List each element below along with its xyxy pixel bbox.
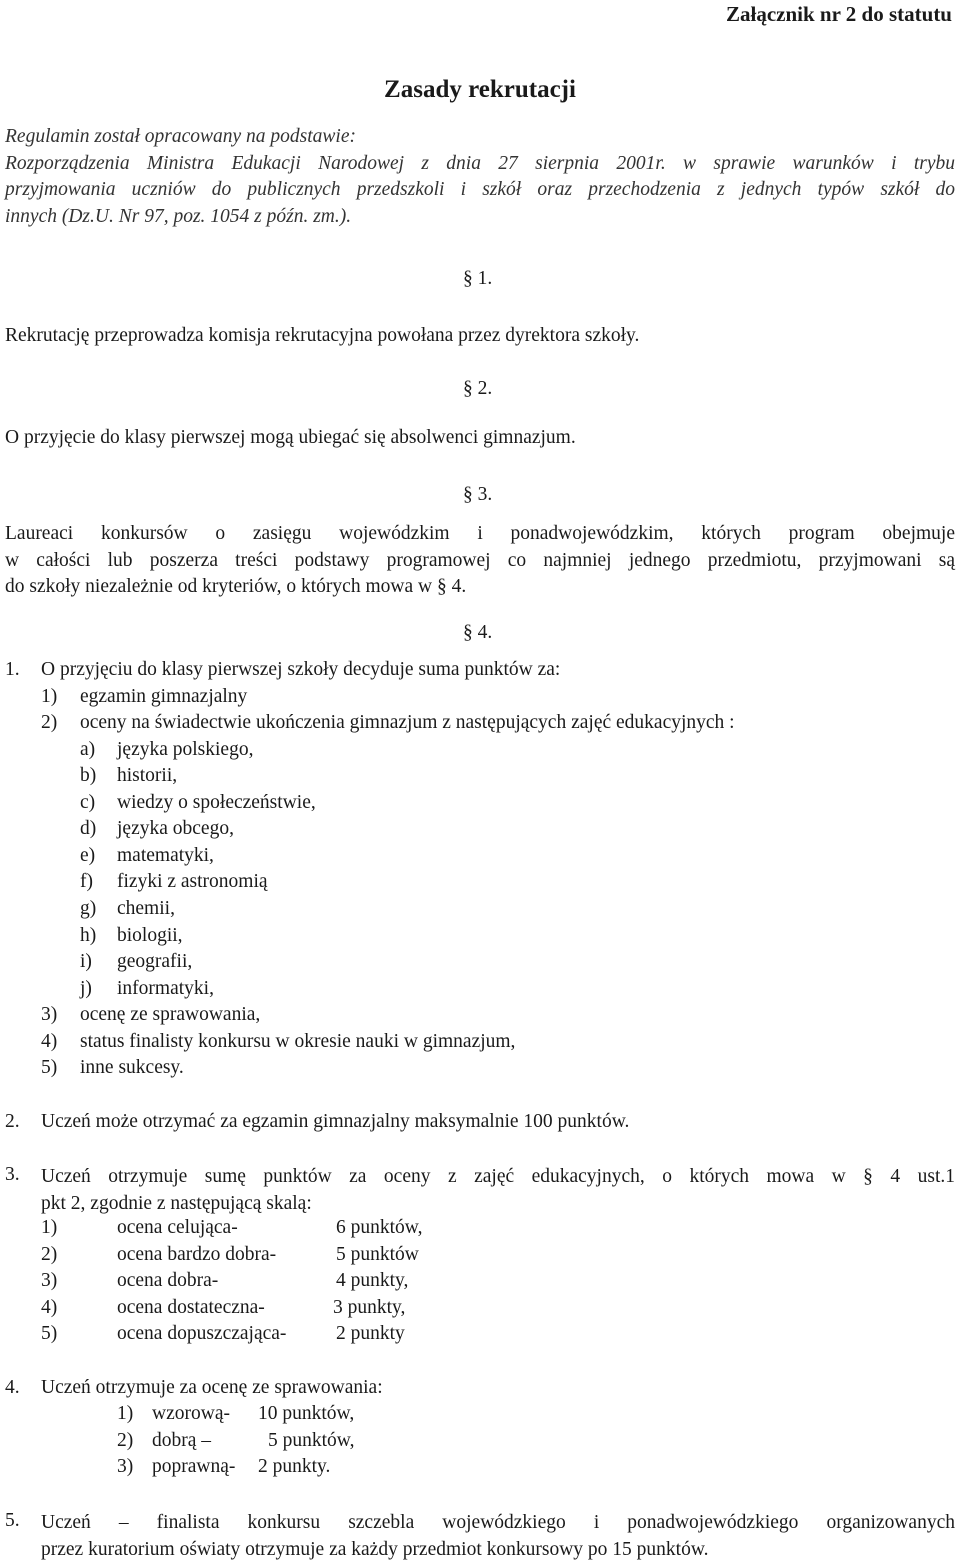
point-5-line: Uczeń – finalista konkursu szczebla wojewódzkiego i ponadwojewódzkiego organizowanych <box>41 1510 955 1537</box>
subject-letter: d) <box>80 818 96 840</box>
conduct-points: 5 punktów, <box>268 1430 354 1452</box>
grade-number: 1) <box>41 1217 57 1239</box>
grade-name: ocena dopuszczająca- <box>117 1323 286 1345</box>
basis-line: przyjmowania uczniów do publicznych przedszkoli i szkół oraz przechodzenia z jednych typów szkół do <box>5 177 955 204</box>
list-item: status finalisty konkursu w okresie nauki w gimnazjum, <box>80 1031 515 1053</box>
subject-letter: a) <box>80 739 95 761</box>
basis-line: innych (Dz.U. Nr 97, poz. 1054 z późn. zm.). <box>5 204 955 231</box>
point-3-line: Uczeń otrzymuje sumę punktów za oceny z zajęć edukacyjnych, o których mowa w § 4 ust.1 <box>41 1164 955 1191</box>
section-heading-4: § 4. <box>463 622 492 644</box>
list-number: 1) <box>41 686 57 708</box>
point-number: 4. <box>5 1377 20 1399</box>
point-5-line: przez kuratorium oświaty otrzymuje za każdy przedmiot konkursowy po 15 punktów. <box>41 1537 955 1563</box>
section-heading-1: § 1. <box>463 268 492 290</box>
point-3-text <box>41 1164 955 1217</box>
grade-name: ocena bardzo dobra- <box>117 1244 276 1266</box>
point-4-text: Uczeń otrzymuje za ocenę ze sprawowania: <box>41 1377 383 1399</box>
subject-letter: g) <box>80 898 96 920</box>
subject-letter: b) <box>80 765 96 787</box>
point-3-line: pkt 2, zgodnie z następującą skalą: <box>41 1191 955 1218</box>
subject-letter: e) <box>80 845 95 867</box>
point-1-text: O przyjęciu do klasy pierwszej szkoły decyduje suma punktów za: <box>41 659 560 681</box>
annex-label: Załącznik nr 2 do statutu <box>726 2 952 27</box>
point-number: 1. <box>5 659 20 681</box>
subject-item: chemii, <box>117 898 175 920</box>
list-item: inne sukcesy. <box>80 1057 184 1079</box>
basis-line: Regulamin został opracowany na podstawie: <box>5 124 955 151</box>
conduct-number: 3) <box>117 1456 133 1478</box>
point-5-text <box>41 1510 955 1563</box>
point-number: 2. <box>5 1111 20 1133</box>
grade-name: ocena celująca- <box>117 1217 238 1239</box>
section-3-line: do szkoły niezależnie od kryteriów, o których mowa w § 4. <box>5 574 955 601</box>
list-item: egzamin gimnazjalny <box>80 686 247 708</box>
conduct-grade: poprawną- <box>152 1456 235 1478</box>
subject-item: języka polskiego, <box>117 739 253 761</box>
list-number: 4) <box>41 1031 57 1053</box>
grade-points: 3 punkty, <box>333 1297 405 1319</box>
subject-letter: j) <box>80 978 92 1000</box>
section-heading-3: § 3. <box>463 484 492 506</box>
subject-item: matematyki, <box>117 845 214 867</box>
list-number: 2) <box>41 712 57 734</box>
point-number: 3. <box>5 1164 20 1186</box>
conduct-grade: dobrą – <box>152 1430 211 1452</box>
subject-item: historii, <box>117 765 177 787</box>
subject-letter: c) <box>80 792 95 814</box>
subject-item: informatyki, <box>117 978 214 1000</box>
basis-line: Rozporządzenia Ministra Edukacji Narodowej z dnia 27 sierpnia 2001r. w sprawie warunków i trybu <box>5 151 955 178</box>
grade-points: 5 punktów <box>336 1244 419 1266</box>
legal-basis <box>5 124 955 230</box>
section-2-text: O przyjęcie do klasy pierwszej mogą ubiegać się absolwenci gimnazjum. <box>5 427 576 449</box>
grade-points: 6 punktów, <box>336 1217 422 1239</box>
subject-item: fizyki z astronomią <box>117 871 268 893</box>
subject-item: wiedzy o społeczeństwie, <box>117 792 316 814</box>
grade-number: 4) <box>41 1297 57 1319</box>
list-number: 5) <box>41 1057 57 1079</box>
list-item: oceny na świadectwie ukończenia gimnazjum z następujących zajęć edukacyjnych : <box>80 712 735 734</box>
grade-points: 4 punkty, <box>336 1270 408 1292</box>
conduct-number: 2) <box>117 1430 133 1452</box>
point-number: 5. <box>5 1510 20 1532</box>
subject-item: języka obcego, <box>117 818 234 840</box>
section-3-text <box>5 521 955 601</box>
section-1-text: Rekrutację przeprowadza komisja rekrutacyjna powołana przez dyrektora szkoły. <box>5 325 639 347</box>
grade-number: 5) <box>41 1323 57 1345</box>
grade-points: 2 punkty <box>336 1323 405 1345</box>
section-3-line: w całości lub poszerza treści podstawy programowej co najmniej jednego przedmiotu, przyjmowani są <box>5 548 955 575</box>
subject-letter: h) <box>80 925 96 947</box>
document-title: Zasady rekrutacji <box>0 76 960 104</box>
grade-number: 2) <box>41 1244 57 1266</box>
conduct-points: 10 punktów, <box>258 1403 354 1425</box>
section-3-line: Laureaci konkursów o zasięgu wojewódzkim i ponadwojewódzkim, których program obejmuje <box>5 521 955 548</box>
section-heading-2: § 2. <box>463 378 492 400</box>
conduct-grade: wzorową- <box>152 1403 230 1425</box>
list-item: ocenę ze sprawowania, <box>80 1004 260 1026</box>
grade-name: ocena dobra- <box>117 1270 218 1292</box>
subject-letter: i) <box>80 951 92 973</box>
conduct-number: 1) <box>117 1403 133 1425</box>
grade-name: ocena dostateczna- <box>117 1297 265 1319</box>
list-number: 3) <box>41 1004 57 1026</box>
subject-letter: f) <box>80 871 93 893</box>
subject-item: geografii, <box>117 951 192 973</box>
subject-item: biologii, <box>117 925 183 947</box>
point-2-text: Uczeń może otrzymać za egzamin gimnazjalny maksymalnie 100 punktów. <box>41 1111 629 1133</box>
conduct-points: 2 punkty. <box>258 1456 330 1478</box>
grade-number: 3) <box>41 1270 57 1292</box>
